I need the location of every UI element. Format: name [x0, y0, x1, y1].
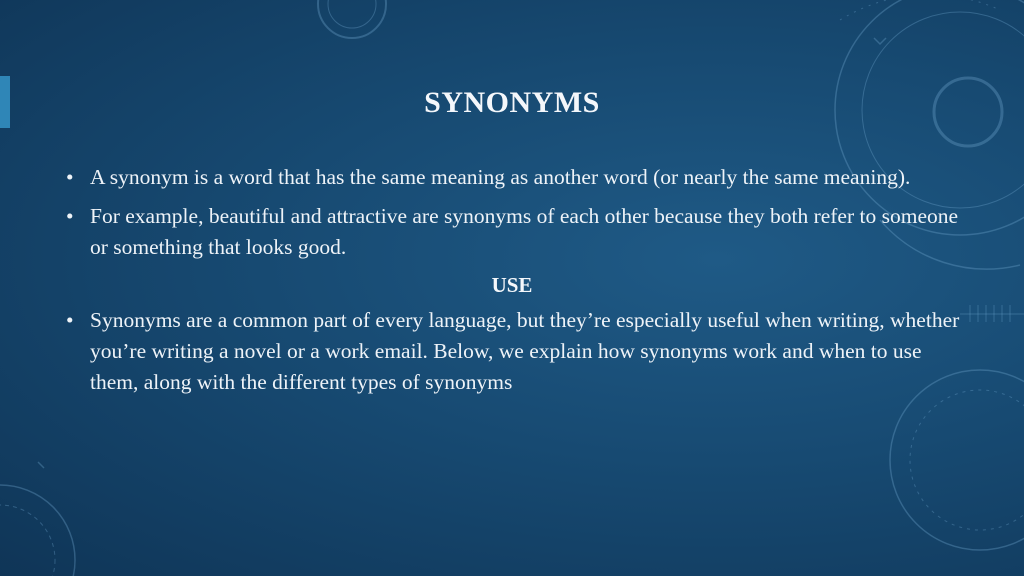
bullet-item — [66, 305, 966, 398]
bullet-icon: • — [66, 165, 74, 189]
slide-title: SYNONYMS — [424, 86, 600, 119]
bullet-text: Synonyms are a common part of every language, but they’re especially useful when writing, whether you’re writing a novel or a work email. Below, we explain how synonyms work and when to use them, along with the different types of synonyms — [90, 308, 960, 394]
bullet-item — [66, 162, 966, 193]
bullet-text: For example, beautiful and attractive are synonyms of each other because they both refer to someone or something that looks good. — [90, 204, 959, 259]
bullet-icon: • — [66, 204, 74, 228]
slide-content — [66, 162, 966, 406]
bullet-text: A synonym is a word that has the same meaning as another word (or nearly the same meaning). — [90, 165, 911, 189]
section-subheading: USE — [491, 273, 533, 297]
bullet-item — [66, 201, 966, 263]
bullet-icon: • — [66, 308, 74, 332]
